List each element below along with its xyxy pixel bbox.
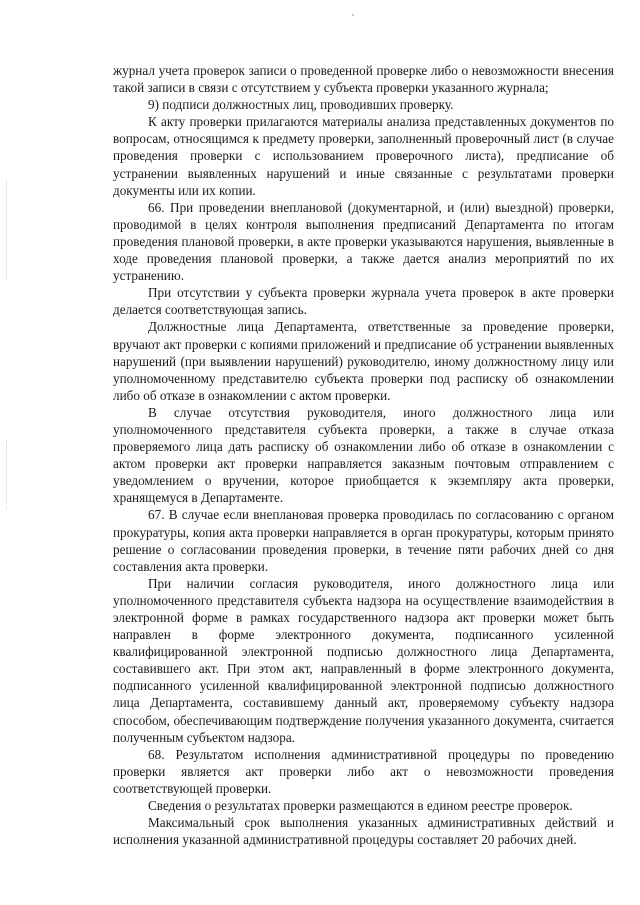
- document-body: [113, 62, 614, 848]
- paragraph: 67. В случае если внеплановая проверка проводилась по согласованию с органом прокуратуры, копия акта проверки направляется в орган прокуратуры, которым принято решение о согласовании проведения проверки, в течение пяти рабочих дней со дня составления акта проверки.: [113, 507, 614, 574]
- scan-edge-marks-lower: [6, 440, 10, 510]
- scan-speck: [352, 14, 354, 16]
- paragraph: При наличии согласия руководителя, иного должностного лица или уполномоченного представителя субъекта надзора на осуществление взаимодействия в электронной форме в рамках государственного надзора акт проверки может быть направлен в форме электронного документа, подписанного усиленной квалифицированной электронной подписью должностного лица Департамента, составившего акт. При этом акт, направленный в форме электронного документа, подписанного усиленной квалифицированной электронной подписью должностного лица Департамента, составившему данный акт, проверяемому субъекту надзора способом, обеспечивающим подтверждение получения указанного документа, считается полученным субъектом надзора.: [113, 575, 614, 745]
- paragraph: В случае отсутствия руководителя, иного должностного лица или уполномоченного представителя субъекта проверки, а также в случае отказа проверяемого лица дать расписку об ознакомлении либо об отказе в ознакомлении с актом проверки акт проверки направляется заказным почтовым отправлением с уведомлением о вручении, которое приобщается к экземпляру акта проверки, хранящемуся в Департаменте.: [113, 404, 614, 506]
- paragraph: Сведения о результатах проверки размещаются в едином реестре проверок.: [148, 798, 573, 814]
- scan-edge-marks: [6, 180, 10, 280]
- paragraph: К акту проверки прилагаются материалы анализа представленных документов по вопросам, относящимся к предмету проверки, заполненный проверочный лист (в случае проведения проверки с использованием проверочного листа), предписание об устранении выявленных нарушений и иные связанные с результатами проверки документы или их копии.: [113, 114, 614, 198]
- paragraph: журнал учета проверок записи о проведенной проверке либо о невозможности внесения такой записи в связи с отсутствием у субъекта проверки указанного журнала;: [113, 63, 614, 96]
- paragraph: При отсутствии у субъекта проверки журнала учета проверок в акте проверки делается соответствующая запись.: [113, 285, 614, 318]
- paragraph: 68. Результатом исполнения административной процедуры по проведению проверки является акт проверки либо акт о невозможности проведения соответствующей проверки.: [113, 746, 614, 796]
- paragraph: 9) подписи должностных лиц, проводивших проверку.: [148, 97, 454, 113]
- paragraph: Должностные лица Департамента, ответственные за проведение проверки, вручают акт проверки с копиями приложений и предписание об устранении выявленных нарушений (при выявлении нарушений) руководителю, иному должностному лицу или уполномоченному представителю субъекта проверки под расписку об ознакомлении либо об отказе в ознакомлении с актом проверки.: [113, 319, 614, 403]
- paragraph: Максимальный срок выполнения указанных административных действий и исполнения указанной административной процедуры составляет 20 рабочих дней.: [113, 815, 614, 848]
- paragraph: 66. При проведении внеплановой (документарной, и (или) выездной) проверки, проводимой в целях контроля выполнения предписаний Департамента по итогам проведения плановой проверки, в акте проверки указываются нарушения, выявленные в ходе проведения плановой проверки, а также дается анализ мероприятий по их устранению.: [113, 199, 614, 284]
